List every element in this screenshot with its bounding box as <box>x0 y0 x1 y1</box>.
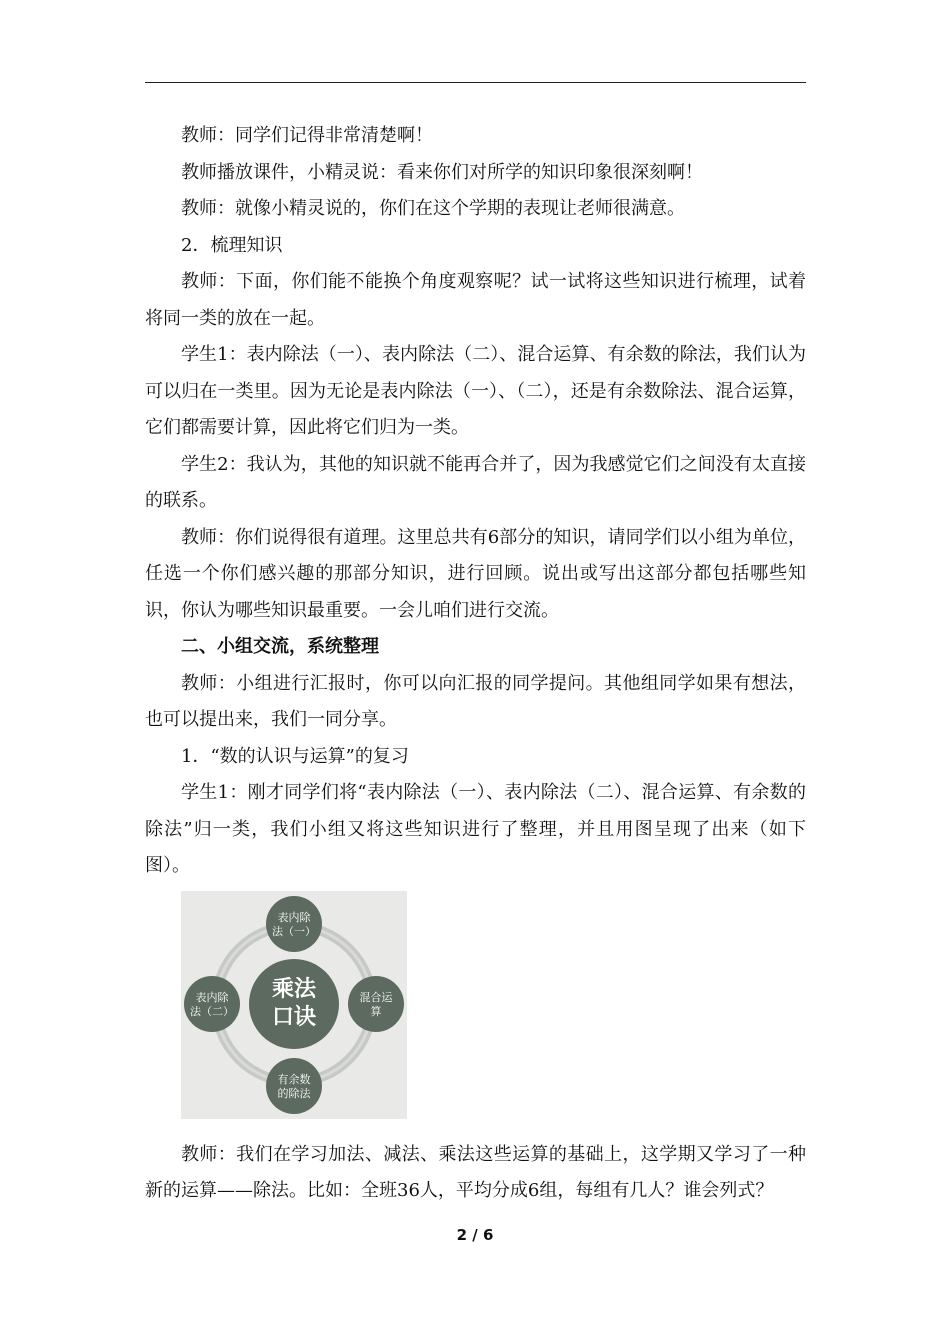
node-top-label-1: 表内除 <box>277 910 311 924</box>
subheading: 2．梳理知识 <box>181 234 283 256</box>
node-right <box>348 976 404 1032</box>
center-label-1: 乘法 <box>271 975 317 1002</box>
node-right-label-1: 混合运 <box>359 990 393 1004</box>
paragraph: 教师：同学们记得非常清楚啊！ <box>181 125 433 146</box>
diagram-svg <box>181 891 407 1119</box>
paragraph: 教师播放课件，小精灵说：看来你们对所学的知识印象很深刻啊！ <box>181 161 703 183</box>
node-right-label-2: 算 <box>370 1004 382 1018</box>
paragraph: 学生2：我认为，其他的知识就不能再合并了，因为我感觉它们之间没有太直接的联系。 <box>145 453 806 511</box>
page-number: 2 / 6 <box>456 1226 494 1244</box>
header-rule <box>145 82 806 83</box>
page-body <box>145 118 806 1210</box>
section-heading: 二、小组交流，系统整理 <box>181 636 379 657</box>
paragraph: 教师：小组进行汇报时，你可以向汇报的同学提问。其他组同学如果有想法，也可以提出来，我们一同分享。 <box>145 672 806 730</box>
paragraph: 教师：你们说得很有道理。这里总共有6部分的知识，请同学们以小组为单位，任选一个你们感兴趣的那部分知识，进行回顾。说出或写出这部分都包括哪些知识，你认为哪些知识最重要。一会儿咱们进行交流。 <box>145 526 806 621</box>
paragraph: 教师：就像小精灵说的，你们在这个学期的表现让老师很满意。 <box>181 198 685 219</box>
node-bottom-label-2: 的除法 <box>277 1086 311 1100</box>
node-top-label-2: 法（一） <box>272 924 316 938</box>
paragraph: 教师：下面，你们能不能换个角度观察呢？试一试将这些知识进行梳理，试着将同一类的放在一起。 <box>145 271 806 329</box>
node-left-label-1: 表内除 <box>195 990 229 1004</box>
paragraph: 教师：我们在学习加法、减法、乘法这些运算的基础上，这学期又学习了一种新的运算——除法。比如：全班36人，平均分成6组，每组有几人？谁会列式？ <box>145 1143 806 1201</box>
knowledge-diagram <box>181 891 407 1119</box>
paragraph: 学生1：表内除法（一）、表内除法（二）、混合运算、有余数的除法，我们认为可以归在一类里。因为无论是表内除法（一）、（二），还是有余数除法、混合运算，它们都需要计算，因此将它们归为一类。 <box>145 344 806 438</box>
node-left-label-2: 法（二） <box>190 1004 234 1018</box>
node-bottom-label-1: 有余数 <box>277 1072 311 1086</box>
node-bottom <box>266 1058 322 1114</box>
subheading: 1．“数的认识与运算”的复习 <box>181 745 409 767</box>
paragraph: 学生1：刚才同学们将“表内除法（一）、表内除法（二）、混合运算、有余数的除法”归一类，我们小组又将这些知识进行了整理，并且用图呈现了出来（如下图）。 <box>145 782 806 876</box>
center-label-2: 口诀 <box>271 1003 317 1030</box>
node-left <box>184 976 240 1032</box>
node-top <box>266 896 322 952</box>
